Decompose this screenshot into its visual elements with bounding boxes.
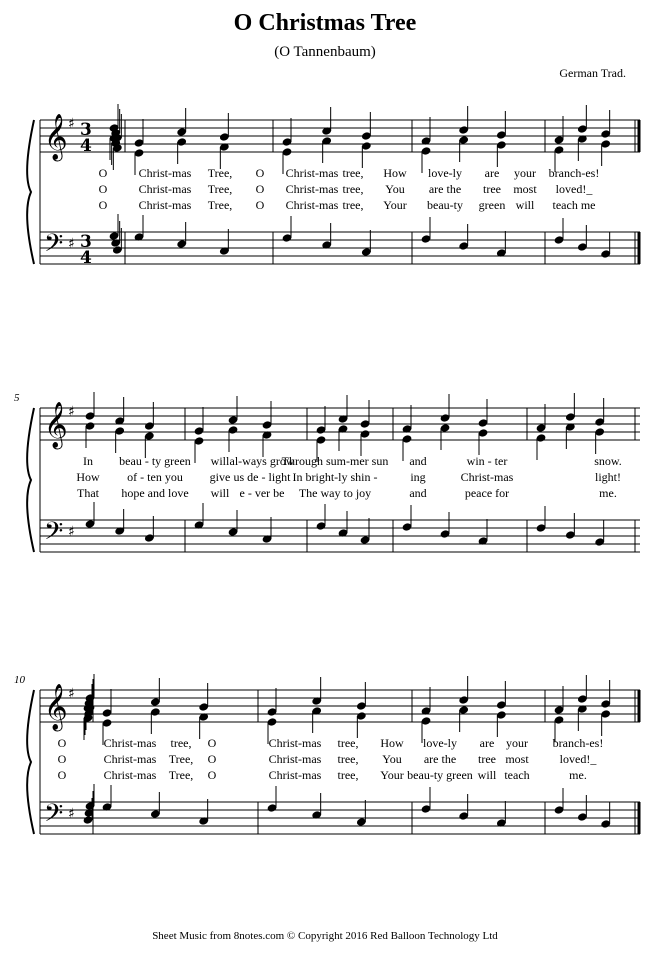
bass-clef-icon: 𝄢 xyxy=(44,517,64,552)
lyric-syllable: love-ly xyxy=(423,736,457,750)
lyric-syllable: loved!_ xyxy=(559,752,597,766)
lyric-syllable: beau - ty green xyxy=(119,454,191,468)
lyric-syllable: Christ-mas xyxy=(138,198,192,212)
lyric-syllable: Christ-mas xyxy=(285,166,339,180)
lyric-line xyxy=(0,736,650,750)
time-signature-top: 3 xyxy=(80,232,92,252)
lyric-syllable: O xyxy=(57,768,67,782)
song-subtitle: (O Tannenbaum) xyxy=(274,44,376,60)
lyric-syllable: O xyxy=(98,166,108,180)
lyric-syllable: give xyxy=(209,470,231,484)
lyric-syllable: your xyxy=(514,166,536,180)
lyric-syllable: Tree, xyxy=(207,198,233,212)
lyric-syllable: tree, xyxy=(342,182,364,196)
lyric-syllable: and xyxy=(409,486,427,500)
lyric-syllable: tree, xyxy=(337,752,359,766)
time-signature-top: 3 xyxy=(80,120,92,140)
lyric-syllable: will xyxy=(210,454,230,468)
lyric-syllable: teach me xyxy=(552,198,596,212)
lyric-syllable: tree, xyxy=(342,198,364,212)
lyric-syllable: Christ-mas xyxy=(285,198,339,212)
sharp-icon: ♯ xyxy=(68,686,75,702)
lyric-syllable: Tree, xyxy=(168,768,194,782)
lyric-syllable: In bright-ly shin - xyxy=(292,470,378,484)
lyric-syllable: Christ-mas xyxy=(460,470,514,484)
lyric-syllable: us de - light xyxy=(233,470,291,484)
lyric-syllable: tree xyxy=(483,182,501,196)
lyric-syllable: tree, xyxy=(337,768,359,782)
lyric-syllable: O xyxy=(207,736,217,750)
lyric-syllable: hope and love xyxy=(121,486,189,500)
lyric-syllable: How xyxy=(380,736,404,750)
measure-number: 5 xyxy=(14,392,20,404)
lyric-line xyxy=(0,486,650,500)
lyric-syllable: How xyxy=(76,470,100,484)
sharp-icon: ♯ xyxy=(68,116,75,132)
lyric-syllable: O xyxy=(255,182,265,196)
lyric-syllable: tree xyxy=(478,752,496,766)
music-system xyxy=(0,100,650,340)
lyric-syllable: O xyxy=(207,768,217,782)
lyric-syllable: Christ-mas xyxy=(268,736,322,750)
bass-clef-icon: 𝄢 xyxy=(44,229,64,264)
lyric-syllable: teach xyxy=(504,768,530,782)
lyric-line xyxy=(0,470,650,484)
music-system xyxy=(0,670,650,910)
lyric-syllable: will xyxy=(515,198,535,212)
lyric-line xyxy=(0,166,650,180)
treble-clef-icon: 𝄞 xyxy=(44,402,68,448)
lyric-syllable: and xyxy=(409,454,427,468)
lyric-syllable: O xyxy=(255,166,265,180)
bass-clef-icon: 𝄢 xyxy=(44,799,64,834)
lyric-syllable: Your xyxy=(383,198,407,212)
sharp-icon: ♯ xyxy=(68,236,75,252)
lyric-syllable: beau-ty green xyxy=(407,768,473,782)
lyric-line xyxy=(0,454,650,468)
treble-clef-icon: 𝄞 xyxy=(44,684,68,730)
lyric-syllable: Christ-mas xyxy=(268,752,322,766)
staff-system-graphic xyxy=(0,670,650,910)
lyric-syllable: most xyxy=(505,752,529,766)
lyric-syllable: Your xyxy=(380,768,404,782)
lyric-syllable: beau-ty xyxy=(427,198,463,212)
lyric-syllable: O xyxy=(57,736,67,750)
lyric-syllable: Through sum-mer sun xyxy=(281,454,389,468)
lyric-syllable: Tree, xyxy=(207,166,233,180)
lyric-syllable: ing xyxy=(410,470,426,484)
lyric-syllable: O xyxy=(207,752,217,766)
lyric-syllable: O xyxy=(57,752,67,766)
lyric-syllable: me. xyxy=(599,486,617,500)
lyric-syllable: That xyxy=(77,486,99,500)
staff-system-graphic xyxy=(0,100,650,340)
lyric-syllable: branch-es! xyxy=(548,166,600,180)
lyric-syllable: green xyxy=(478,198,506,212)
lyric-syllable: your xyxy=(506,736,528,750)
lyric-syllable: are the xyxy=(423,752,457,766)
song-title: O Christmas Tree xyxy=(233,10,417,36)
lyric-line xyxy=(0,182,650,196)
lyric-line xyxy=(0,752,650,766)
lyric-syllable: will xyxy=(477,768,497,782)
lyric-syllable: tree, xyxy=(337,736,359,750)
lyric-syllable: love-ly xyxy=(428,166,462,180)
lyric-syllable: most xyxy=(513,182,537,196)
lyric-syllable: You xyxy=(385,182,405,196)
time-signature-bottom: 4 xyxy=(80,136,92,156)
lyric-syllable: are xyxy=(479,736,495,750)
lyric-line xyxy=(0,198,650,212)
sharp-icon: ♯ xyxy=(68,404,75,420)
lyric-syllable: Christ-mas xyxy=(103,736,157,750)
lyric-syllable: Christ-mas xyxy=(268,768,322,782)
lyric-syllable: Christ-mas xyxy=(285,182,339,196)
lyric-syllable: tree, xyxy=(170,736,192,750)
lyric-syllable: win - ter xyxy=(466,454,508,468)
lyric-syllable: will xyxy=(210,486,230,500)
lyric-syllable: Christ-mas xyxy=(103,768,157,782)
lyric-syllable: You xyxy=(382,752,402,766)
lyric-syllable: tree, xyxy=(342,166,364,180)
lyric-syllable: O xyxy=(255,198,265,212)
lyric-syllable: al-ways grow xyxy=(229,454,295,468)
copyright-footer: Sheet Music from 8notes.com © Copyright 2016 Red Balloon Technology Ltd xyxy=(152,930,498,942)
lyric-syllable: Christ-mas xyxy=(138,182,192,196)
sharp-icon: ♯ xyxy=(68,524,75,540)
lyric-syllable: O xyxy=(98,182,108,196)
lyric-syllable: How xyxy=(383,166,407,180)
lyric-syllable: O xyxy=(98,198,108,212)
lyric-syllable: light! xyxy=(595,470,621,484)
composer-credit: German Trad. xyxy=(559,66,626,80)
lyric-syllable: The way to joy xyxy=(298,486,372,500)
measure-number: 10 xyxy=(14,674,25,686)
lyric-syllable: Christ-mas xyxy=(138,166,192,180)
treble-clef-icon: 𝄞 xyxy=(44,114,68,160)
sharp-icon: ♯ xyxy=(68,806,75,822)
music-system xyxy=(0,388,650,628)
lyric-syllable: of - ten you xyxy=(127,470,183,484)
lyric-syllable: Tree, xyxy=(207,182,233,196)
lyric-line xyxy=(0,768,650,782)
lyric-syllable: Tree, xyxy=(168,752,194,766)
lyric-syllable: branch-es! xyxy=(552,736,604,750)
lyric-syllable: snow. xyxy=(594,454,622,468)
lyric-syllable: In xyxy=(83,454,93,468)
lyric-syllable: are the xyxy=(428,182,462,196)
staff-system-graphic xyxy=(0,388,650,628)
lyric-syllable: Christ-mas xyxy=(103,752,157,766)
time-signature-bottom: 4 xyxy=(80,248,92,268)
lyric-syllable: me. xyxy=(569,768,587,782)
lyric-syllable: loved!_ xyxy=(555,182,593,196)
lyric-syllable: e - ver be xyxy=(239,486,285,500)
lyric-syllable: peace for xyxy=(464,486,510,500)
lyric-syllable: are xyxy=(484,166,500,180)
